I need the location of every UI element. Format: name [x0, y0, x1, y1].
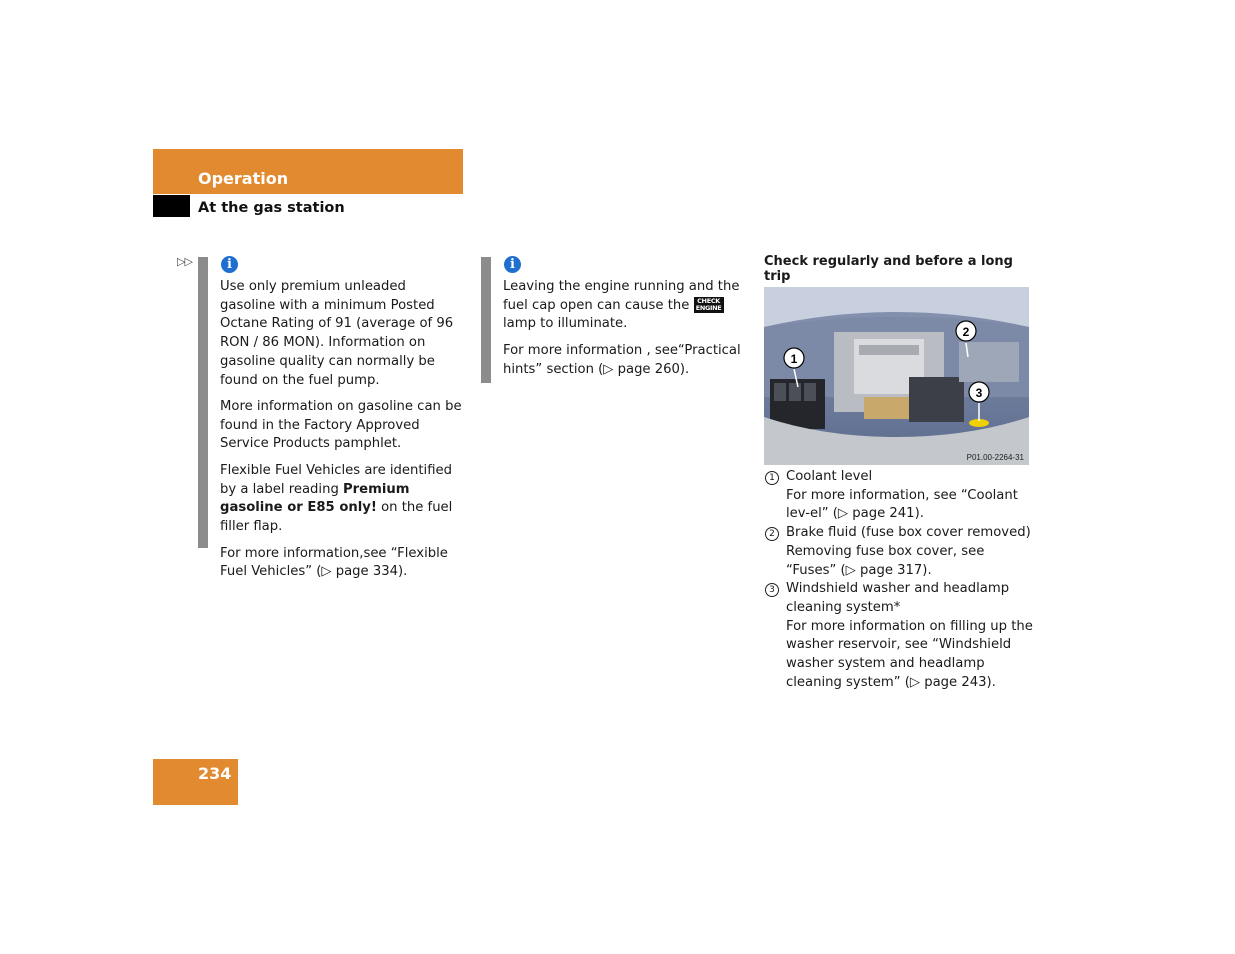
subsection-title: At the gas station — [198, 200, 345, 216]
text-run: Leaving the engine running and the fuel cap open can cause the — [503, 279, 740, 313]
legend-label: Windshield washer and headlamp cleaning system* — [786, 581, 1010, 615]
text-run: Flexible Fuel Vehicles are identified by a label reading — [220, 462, 453, 497]
note-paragraph: More information on gasoline can be found in the Factory Approved Service Products pamphlet. — [220, 399, 462, 452]
legend-label: Brake fluid (fuse box cover removed) — [786, 525, 1031, 541]
note-paragraph — [220, 462, 464, 537]
callout-number: 2 — [962, 325, 970, 339]
callout-2 — [956, 321, 976, 341]
label-text: Premium gasoline or E85 only! — [220, 481, 410, 516]
photo-code: P01.00-2264-31 — [966, 453, 1024, 462]
note-paragraph — [503, 278, 747, 334]
note-paragraph: For more information,see “Flexible Fuel Vehicles” (▷ page 334). — [220, 545, 448, 580]
callout-3 — [969, 382, 989, 402]
note-bar — [481, 257, 491, 383]
note-bar — [198, 257, 208, 548]
engine-compartment-image — [764, 287, 1029, 465]
check-engine-text: CHECK — [697, 296, 721, 305]
note-paragraph: Use only premium unleaded gasoline with a minimum Posted Octane Rating of 91 (average of 96 RON / 86 MON). Information on gasoline quality can normally be found on the fuel pump. — [220, 279, 454, 388]
note-engine — [503, 278, 747, 387]
check-engine-text: ENGINE — [695, 303, 722, 312]
number-badge: 2 — [765, 527, 779, 541]
legend-label: Coolant level — [786, 469, 873, 484]
note-gasoline — [220, 278, 464, 590]
engine-photo — [764, 287, 1029, 465]
legend-detail: For more information, see “Coolant lev-el” (▷ page 241). — [786, 487, 1018, 522]
callout-number: 3 — [975, 386, 983, 400]
section-title: Operation — [198, 169, 289, 188]
legend-item — [764, 580, 1034, 692]
legend-list — [764, 468, 1034, 692]
check-title: Check regularly and before a long trip — [764, 254, 1029, 291]
info-icon: i — [221, 256, 238, 273]
text-run: on the fuel filler flap. — [220, 500, 453, 535]
check-engine-icon — [694, 297, 724, 313]
number-badge: 3 — [765, 583, 779, 597]
text-run: lamp to illuminate. — [503, 316, 628, 332]
note-paragraph: For more information , see“Practical hints” section (▷ page 260). — [503, 342, 741, 377]
callout-number: 1 — [790, 352, 798, 366]
info-icon: i — [504, 256, 521, 273]
page-number: 234 — [198, 764, 232, 783]
subsection-marker — [153, 195, 190, 217]
continued-marker: ▷▷ — [177, 255, 192, 268]
legend-detail: For more information on filling up the washer reservoir, see “Windshield washer system and headlamp cleaning system” (▷ page 243). — [786, 618, 1033, 690]
callout-1 — [784, 348, 804, 368]
number-badge: 1 — [765, 471, 779, 485]
legend-item — [764, 524, 1034, 580]
legend-detail: Removing fuse box cover, see “Fuses” (▷ page 317). — [786, 543, 985, 578]
legend-item — [764, 468, 1034, 524]
